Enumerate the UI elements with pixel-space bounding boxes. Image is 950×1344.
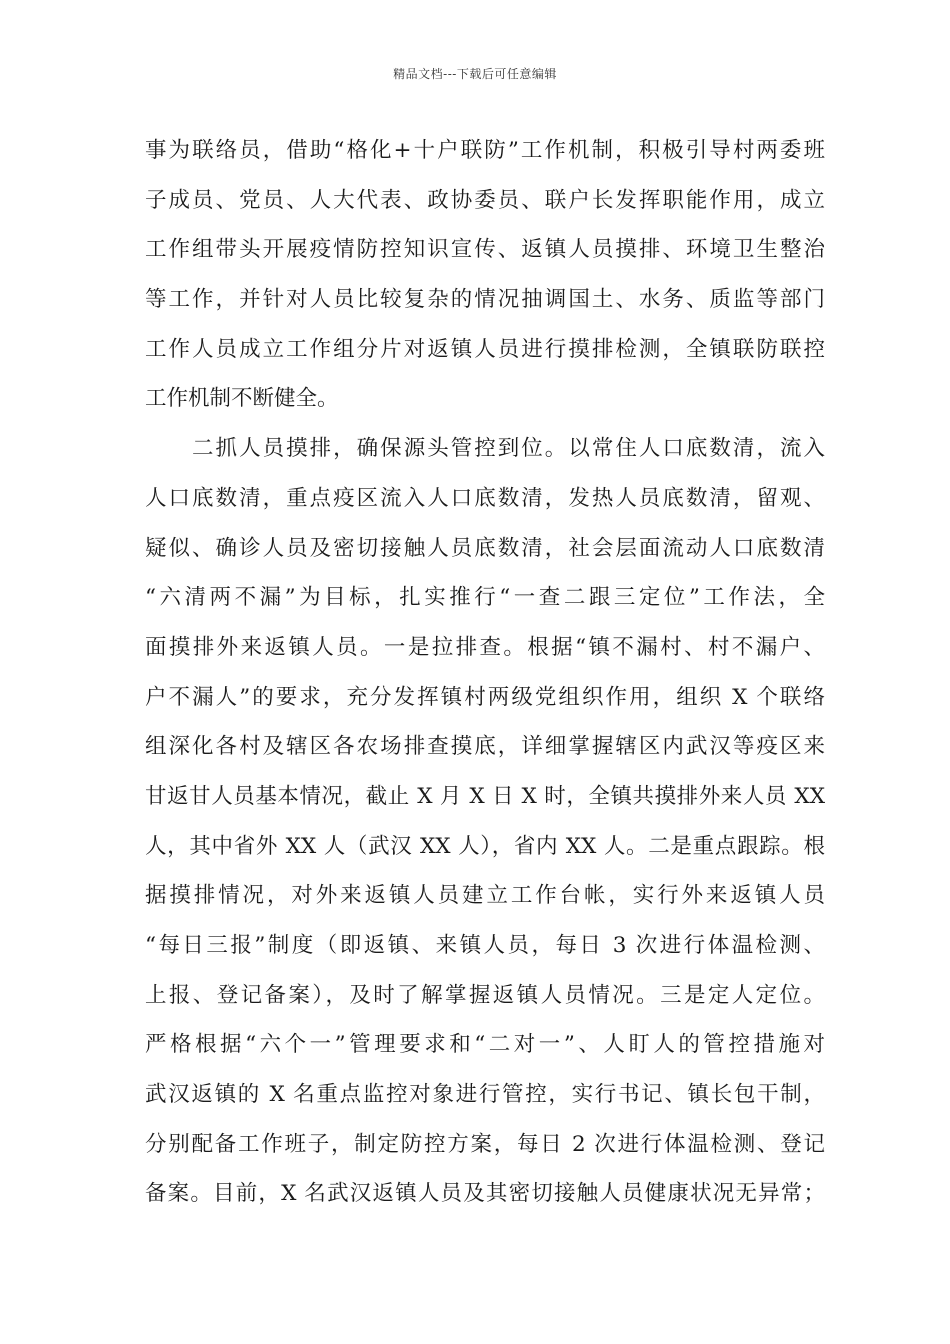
text-line: 人，其中省外 XX 人（武汉 XX 人），省内 XX 人。二是重点跟踪。根 <box>145 833 825 859</box>
text-line: “六清两不漏”为目标，扎实推行“一查二跟三定位”工作法，全 <box>145 585 825 611</box>
text-line: 工作机制不断健全。 <box>145 386 339 412</box>
text-line: 备案。目前，X 名武汉返镇人员及其密切接触人员健康状况无异常； <box>145 1181 825 1207</box>
text-line: 等工作，并针对人员比较复杂的情况抽调国土、水务、质监等部门 <box>145 287 825 313</box>
text-line: 工作人员成立工作组分片对返镇人员进行摸排检测，全镇联防联控 <box>145 336 825 362</box>
text-line: 武汉返镇的 X 名重点监控对象进行管控，实行书记、镇长包干制， <box>145 1082 825 1108</box>
paragraph-1 <box>145 126 825 424</box>
text-line: 分别配备工作班子，制定防控方案，每日 2 次进行体温检测、登记 <box>145 1131 825 1157</box>
text-line: 组深化各村及辖区各农场排查摸底，详细掌握辖区内武汉等疫区来 <box>145 734 825 760</box>
text-line: 子成员、党员、人大代表、政协委员、联户长发挥职能作用，成立 <box>145 187 825 213</box>
text-line: 据摸排情况，对外来返镇人员建立工作台帐，实行外来返镇人员 <box>145 883 825 909</box>
text-line: 疑似、确诊人员及密切接触人员底数清，社会层面流动人口底数清 <box>145 535 825 561</box>
text-line: “每日三报”制度（即返镇、来镇人员，每日 3 次进行体温检测、 <box>145 933 825 958</box>
text-line: 严格根据“六个一”管理要求和“二对一”、人盯人的管控措施对 <box>145 1032 825 1058</box>
text-line: 二抓人员摸排，确保源头管控到位。以常住人口底数清，流入 <box>145 436 825 462</box>
text-line: 事为联络员，借助“格化+十户联防”工作机制，积极引导村两委班 <box>145 138 825 163</box>
text-line: 上报、登记备案），及时了解掌握返镇人员情况。三是定人定位。 <box>145 982 825 1008</box>
page-header: 精品文档---下载后可任意编辑 <box>393 67 557 81</box>
text-line: 户不漏人”的要求，充分发挥镇村两级党组织作用，组织 X 个联络 <box>145 684 825 710</box>
document-body <box>145 126 825 1219</box>
paragraph-2 <box>145 424 825 1219</box>
text-line: 工作组带头开展疫情防控知识宣传、返镇人员摸排、环境卫生整治 <box>145 237 825 263</box>
text-line: 面摸排外来返镇人员。一是拉排查。根据“镇不漏村、村不漏户、 <box>145 634 825 660</box>
text-line: 甘返甘人员基本情况，截止 X 月 X 日 X 时，全镇共摸排外来人员 XX <box>145 783 825 809</box>
text-line: 人口底数清，重点疫区流入人口底数清，发热人员底数清，留观、 <box>145 485 825 511</box>
